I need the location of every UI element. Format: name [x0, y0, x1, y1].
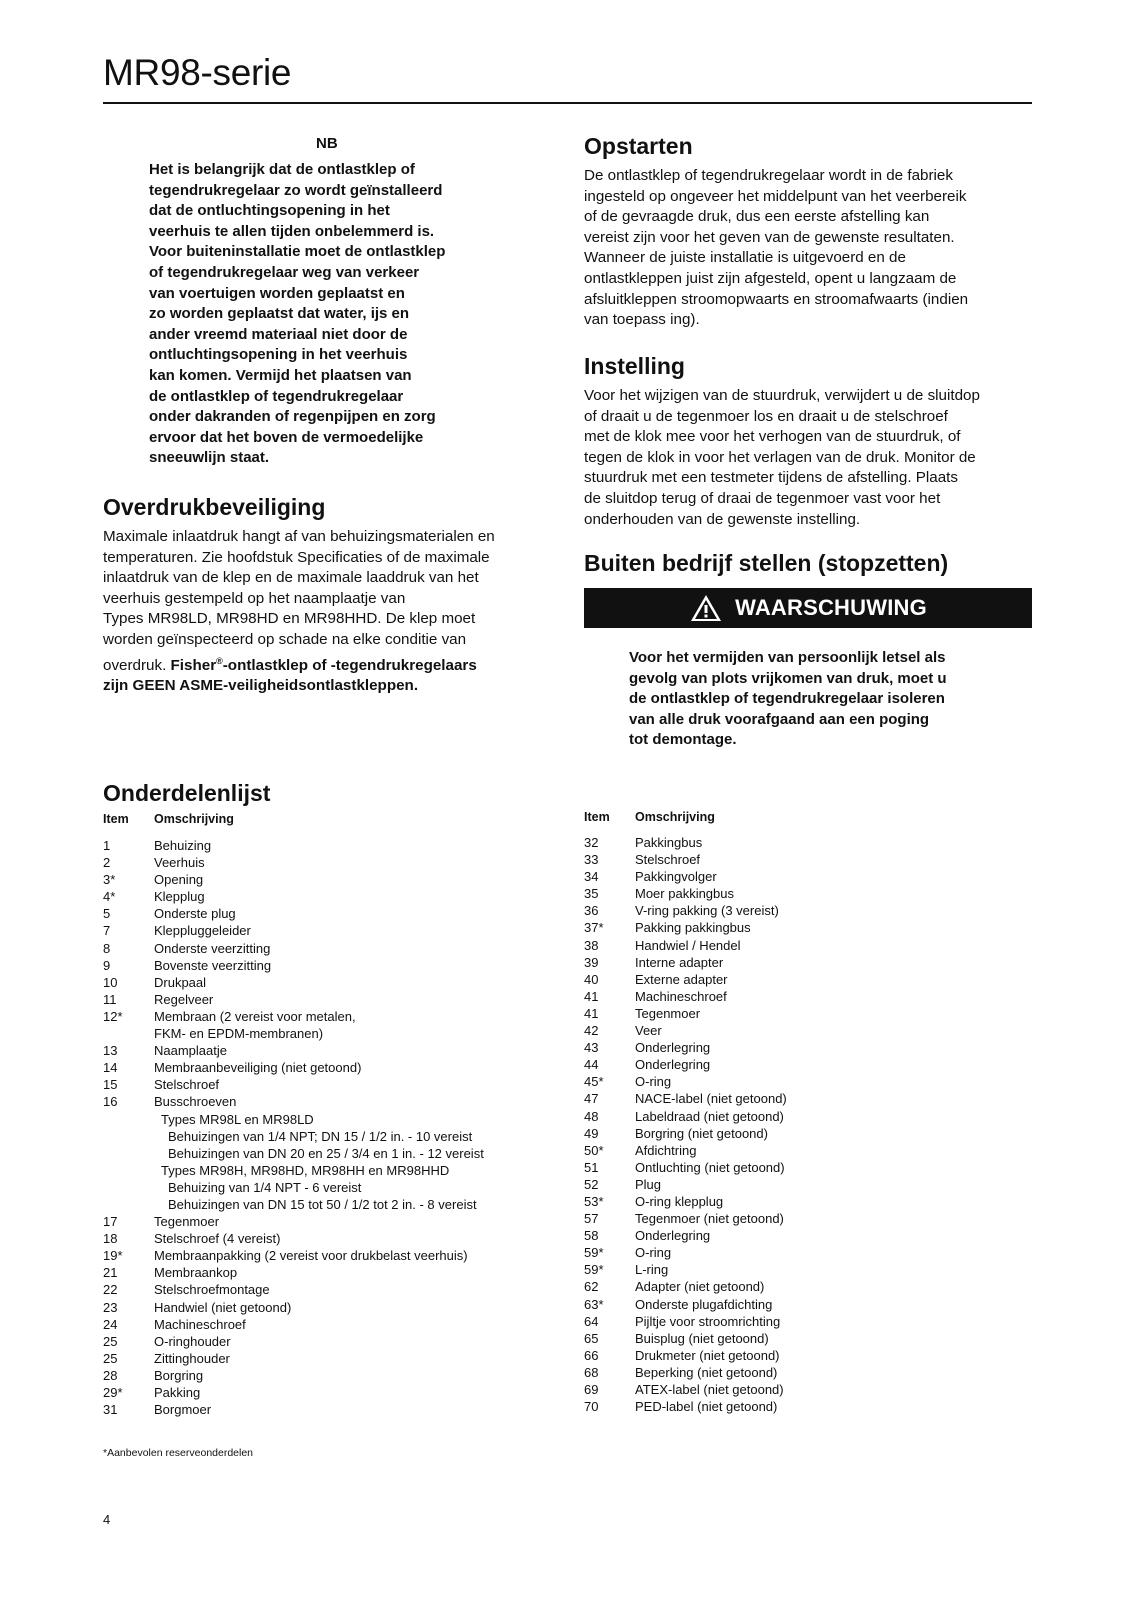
- part-item-number: 4*: [103, 889, 116, 905]
- overdruk-heading: Overdrukbeveiliging: [103, 494, 326, 520]
- col-item-header: Item: [103, 812, 129, 826]
- instelling-line: met de klok mee voor het verhogen van de stuurdruk, of: [584, 428, 961, 446]
- parts-row: [103, 1093, 563, 1110]
- parts-row: [103, 1111, 563, 1128]
- part-item-number: 53*: [584, 1193, 604, 1209]
- part-description: Behuizingen van DN 15 tot 50 / 1/2 tot 2 in. - 8 vereist: [168, 1196, 477, 1212]
- part-description: Kleppluggeleider: [154, 923, 251, 939]
- part-description: FKM- en EPDM-membranen): [154, 1026, 324, 1042]
- part-description: Handwiel / Hendel: [635, 937, 741, 953]
- warning-line: gevolg van plots vrijkomen van druk, moet u: [629, 669, 947, 687]
- part-item-number: 35: [584, 886, 599, 902]
- parts-row: [103, 991, 563, 1008]
- parts-row: [103, 1333, 563, 1350]
- col-desc-header: Omschrijving: [154, 812, 234, 826]
- part-item-number: 44: [584, 1057, 599, 1073]
- note-line: zo worden geplaatst dat water, ijs en: [149, 305, 410, 323]
- part-description: Tegenmoer: [635, 1005, 701, 1021]
- parts-row: [103, 871, 563, 888]
- parts-row: [103, 1401, 563, 1418]
- part-item-number: 59*: [584, 1245, 604, 1261]
- part-description: Regelveer: [154, 991, 214, 1007]
- part-description: Plug: [635, 1176, 662, 1192]
- page-title: MR98-serie: [103, 52, 292, 93]
- parts-row: [584, 1210, 1024, 1227]
- part-item-number: 19*: [103, 1248, 123, 1264]
- parts-row: [103, 1350, 563, 1367]
- parts-row: [103, 1367, 563, 1384]
- part-description: Membraanbeveiliging (niet getoond): [154, 1060, 362, 1076]
- part-item-number: 49: [584, 1125, 599, 1141]
- buiten-bedrijf-heading: Buiten bedrijf stellen (stopzetten): [584, 550, 949, 576]
- part-description: Pakking pakkingbus: [635, 920, 751, 936]
- note-line: veerhuis te allen tijden onbelemmerd is.: [149, 222, 435, 240]
- part-item-number: 12*: [103, 1008, 123, 1024]
- note-line: of tegendrukregelaar weg van verkeer: [149, 263, 420, 281]
- parts-row: [584, 1278, 1024, 1295]
- part-item-number: 3*: [103, 872, 116, 888]
- part-description: Machineschroef: [635, 988, 727, 1004]
- overdruk-line: Maximale inlaatdruk hangt af van behuizingsmaterialen en: [103, 528, 495, 545]
- parts-row: [103, 1264, 563, 1281]
- opstarten-line: of de gevraagde druk, dus een eerste afstelling kan: [584, 208, 930, 226]
- part-item-number: 62: [584, 1279, 599, 1295]
- parts-row: [584, 1108, 1024, 1125]
- part-description: Membraanpakking (2 vereist voor drukbelast veerhuis): [154, 1248, 468, 1264]
- overdruk-line: worden geïnspecteerd op schade na elke conditie van: [103, 630, 467, 648]
- parts-row: [103, 1213, 563, 1230]
- part-description: Busschroeven: [154, 1094, 237, 1110]
- part-description: Machineschroef: [154, 1316, 246, 1332]
- part-item-number: 17: [103, 1214, 118, 1230]
- parts-row: [103, 837, 563, 854]
- note-line: van voertuigen worden geplaatst en: [149, 284, 405, 302]
- warning-line: tot demontage.: [629, 731, 737, 749]
- note-line: tegendrukregelaar zo wordt geïnstalleerd: [149, 181, 443, 199]
- part-description: Behuizingen van DN 20 en 25 / 3/4 en 1 in. - 12 vereist: [168, 1145, 484, 1161]
- overdruk-bold-line: zijn GEEN ASME-veiligheidsontlastkleppen.: [103, 677, 419, 695]
- part-item-number: 7: [103, 923, 111, 939]
- part-description: Adapter (niet getoond): [635, 1279, 765, 1295]
- part-description: Behuizingen van 1/4 NPT; DN 15 / 1/2 in. - 10 vereist: [168, 1128, 473, 1144]
- registered-mark: ®: [216, 655, 223, 666]
- note-heading: NB: [316, 135, 338, 152]
- part-description: Tegenmoer (niet getoond): [635, 1211, 784, 1227]
- parts-row: [584, 1090, 1024, 1107]
- parts-row: [584, 1022, 1024, 1039]
- part-item-number: 39: [584, 954, 599, 970]
- instelling-heading: Instelling: [584, 353, 685, 379]
- part-item-number: 31: [103, 1402, 118, 1418]
- part-description: Ontluchting (niet getoond): [635, 1159, 785, 1175]
- warning-banner: [584, 588, 1032, 628]
- overdruk-line: inlaatdruk van de klep en de maximale laaddruk van het: [103, 569, 479, 587]
- parts-row: [584, 1193, 1024, 1210]
- parts-row: [103, 1025, 563, 1042]
- part-item-number: 11: [103, 991, 117, 1007]
- overdruk-bold-rest: -ontlastklep of -tegendrukregelaars: [222, 656, 477, 674]
- part-item-number: 37*: [584, 920, 604, 936]
- parts-row: [584, 885, 1024, 902]
- parts-row: [584, 919, 1024, 936]
- parts-row: [103, 1128, 563, 1145]
- parts-row: [103, 1008, 563, 1025]
- part-item-number: 5: [103, 906, 111, 922]
- part-description: Types MR98H, MR98HD, MR98HH en MR98HHD: [161, 1162, 450, 1178]
- page-number: 4: [103, 1512, 111, 1527]
- part-description: Klepplug: [154, 889, 205, 905]
- parts-row: [103, 1299, 563, 1316]
- parts-row: [103, 854, 563, 871]
- part-item-number: 24: [103, 1316, 118, 1332]
- parts-row: [584, 1039, 1024, 1056]
- parts-row: [584, 1056, 1024, 1073]
- note-line: ontluchtingsopening in het veerhuis: [149, 346, 408, 364]
- opstarten-line: vereist zijn voor het geven van de gewenste resultaten.: [584, 228, 955, 246]
- part-item-number: 34: [584, 869, 599, 885]
- warning-line: van alle druk voorafgaand aan een poging: [629, 710, 930, 728]
- parts-row: [584, 902, 1024, 919]
- parts-row: [103, 1042, 563, 1059]
- opstarten-line: ingesteld op ongeveer het middelpunt van het veerbereik: [584, 187, 967, 205]
- part-item-number: 2: [103, 855, 111, 871]
- instelling-line: stuurdruk met een testmeter tijdens de afstelling. Plaats: [584, 469, 958, 487]
- part-description: Naamplaatje: [154, 1043, 227, 1059]
- instelling-line: de sluitdop terug of draai de tegenmoer vast voor het: [584, 489, 941, 507]
- parts-row: [584, 988, 1024, 1005]
- opstarten-line: ontlastkleppen juist zijn afgesteld, opent u langzaam de: [584, 269, 957, 287]
- note-line: ervoor dat het boven de vermoedelijke: [149, 428, 424, 446]
- parts-row: [103, 922, 563, 939]
- part-item-number: 66: [584, 1347, 599, 1363]
- part-description: Labeldraad (niet getoond): [635, 1108, 784, 1124]
- warning-line: Voor het vermijden van persoonlijk letsel als: [629, 649, 946, 666]
- part-item-number: 25: [103, 1350, 118, 1366]
- parts-row: [584, 834, 1024, 851]
- parts-row: [584, 1244, 1024, 1261]
- parts-row: [584, 1381, 1024, 1398]
- part-item-number: 13: [103, 1043, 118, 1059]
- part-description: O-ring klepplug: [635, 1193, 724, 1209]
- parts-row: [584, 1261, 1024, 1278]
- note-line: de ontlastklep of tegendrukregelaar: [149, 387, 404, 405]
- part-item-number: 33: [584, 852, 599, 868]
- part-description: Pakkingvolger: [635, 869, 717, 885]
- part-description: Types MR98L en MR98LD: [161, 1111, 314, 1127]
- overdruk-line: Types MR98LD, MR98HD en MR98HHD. De klep moet: [103, 610, 476, 628]
- part-item-number: 43: [584, 1040, 599, 1056]
- instelling-line: of draait u de tegenmoer los en draait u de stelschroef: [584, 407, 948, 425]
- warning-body: [629, 648, 999, 751]
- part-description: Onderlegring: [635, 1057, 711, 1073]
- part-item-number: 57: [584, 1211, 599, 1227]
- parts-row: [103, 1076, 563, 1093]
- opstarten-line: Wanneer de juiste installatie is uitgevoerd en de: [584, 249, 906, 267]
- part-item-number: 50*: [584, 1142, 604, 1158]
- note-line: sneeuwlijn staat.: [149, 449, 270, 467]
- note-line: Voor buiteninstallatie moet de ontlastklep: [149, 243, 446, 261]
- part-description: Interne adapter: [635, 954, 724, 970]
- parts-row: [584, 868, 1024, 885]
- part-description: Onderste plug: [154, 906, 236, 922]
- part-description: Pakking: [154, 1385, 201, 1400]
- part-item-number: 10: [103, 974, 118, 990]
- part-item-number: 8: [103, 940, 111, 956]
- parts-row: [103, 1196, 563, 1213]
- note-body: [149, 160, 509, 469]
- part-description: Stelschroef (4 vereist): [154, 1231, 281, 1247]
- opstarten-line: De ontlastklep of tegendrukregelaar wordt in de fabriek: [584, 167, 953, 184]
- parts-row: [103, 1384, 563, 1401]
- part-item-number: 41: [584, 988, 599, 1004]
- parts-row: [584, 1142, 1024, 1159]
- part-item-number: 32: [584, 835, 599, 850]
- parts-row: [103, 1247, 563, 1264]
- note-line: dat de ontluchtingsopening in het: [149, 202, 390, 220]
- part-description: V-ring pakking (3 vereist): [635, 903, 779, 919]
- footnote: *Aanbevolen reserveonderdelen: [103, 1447, 254, 1459]
- part-description: L-ring: [635, 1262, 669, 1278]
- note-line: ander vreemd materiaal niet door de: [149, 325, 408, 343]
- part-description: Stelschroef: [154, 1077, 220, 1093]
- parts-row: [584, 1073, 1024, 1090]
- title-divider: [103, 102, 1032, 104]
- warning-label: WAARSCHUWING: [735, 595, 927, 620]
- note-line: onder dakranden of regenpijpen en zorg: [149, 408, 436, 426]
- instelling-paragraph: [584, 386, 1034, 530]
- col-desc-header: Omschrijving: [635, 810, 715, 824]
- part-description: Buisplug (niet getoond): [635, 1330, 769, 1346]
- overdruk-paragraph: [103, 527, 553, 697]
- part-description: Externe adapter: [635, 971, 728, 987]
- part-description: Onderste plugafdichting: [635, 1296, 773, 1312]
- parts-row: [584, 1227, 1024, 1244]
- part-description: Tegenmoer: [154, 1214, 220, 1230]
- part-description: Pakkingbus: [635, 835, 703, 850]
- opstarten-paragraph: [584, 166, 1034, 331]
- part-item-number: 65: [584, 1330, 599, 1346]
- overdruk-last-line-start: overdruk.: [103, 656, 171, 674]
- parts-row: [103, 957, 563, 974]
- part-item-number: 42: [584, 1023, 599, 1039]
- part-item-number: 59*: [584, 1262, 604, 1278]
- fisher-brand: Fisher: [170, 656, 217, 674]
- col-item-header: Item: [584, 810, 610, 824]
- part-description: Moer pakkingbus: [635, 886, 734, 902]
- part-description: Onderste veerzitting: [154, 940, 271, 956]
- parts-row: [103, 940, 563, 957]
- part-description: Veer: [635, 1023, 662, 1039]
- part-item-number: 41: [584, 1005, 599, 1021]
- part-item-number: 48: [584, 1108, 599, 1124]
- part-item-number: 45*: [584, 1074, 604, 1090]
- part-description: Membraankop: [154, 1265, 238, 1281]
- opstarten-line: afsluitkleppen stroomopwaarts en stroomafwaarts (indien: [584, 290, 969, 308]
- part-description: Membraan (2 vereist voor metalen,: [154, 1008, 356, 1024]
- note-line: Het is belangrijk dat de ontlastklep of: [149, 161, 415, 178]
- part-item-number: 28: [103, 1367, 118, 1383]
- parts-row: [584, 971, 1024, 988]
- part-item-number: 64: [584, 1313, 599, 1329]
- parts-list-left: [103, 837, 563, 1418]
- part-item-number: 47: [584, 1091, 599, 1107]
- part-description: Borgmoer: [154, 1402, 212, 1418]
- overdruk-line: temperaturen. Zie hoofdstuk Specificaties of de maximale: [103, 548, 490, 566]
- parts-row: [103, 1179, 563, 1196]
- part-description: Veerhuis: [154, 855, 205, 871]
- part-description: Afdichtring: [635, 1142, 697, 1158]
- instelling-line: Voor het wijzigen van de stuurdruk, verwijdert u de sluitdop: [584, 387, 980, 404]
- note-line: kan komen. Vermijd het plaatsen van: [149, 366, 412, 384]
- parts-row: [103, 1230, 563, 1247]
- part-description: PED-label (niet getoond): [635, 1399, 778, 1415]
- part-description: Beperking (niet getoond): [635, 1364, 778, 1380]
- part-item-number: 69: [584, 1382, 599, 1397]
- parts-row: [103, 1059, 563, 1076]
- instelling-line: onderhouden van de gewenste instelling.: [584, 510, 861, 528]
- parts-heading: Onderdelenlijst: [103, 780, 271, 806]
- parts-row: [103, 974, 563, 991]
- part-description: O-ringhouder: [154, 1333, 231, 1349]
- part-item-number: 29*: [103, 1385, 123, 1400]
- part-item-number: 23: [103, 1299, 118, 1315]
- part-item-number: 14: [103, 1060, 118, 1076]
- part-item-number: 38: [584, 937, 599, 953]
- part-description: Onderlegring: [635, 1228, 711, 1244]
- part-item-number: 22: [103, 1282, 118, 1298]
- part-description: Drukpaal: [154, 974, 207, 990]
- part-item-number: 36: [584, 903, 599, 919]
- parts-row: [584, 851, 1024, 868]
- part-item-number: 68: [584, 1364, 599, 1380]
- parts-row: [584, 1176, 1024, 1193]
- part-description: Behuizing van 1/4 NPT - 6 vereist: [168, 1179, 362, 1195]
- parts-row: [584, 1313, 1024, 1330]
- part-description: Borgring (niet getoond): [635, 1125, 768, 1141]
- part-item-number: 70: [584, 1399, 599, 1415]
- part-item-number: 15: [103, 1077, 118, 1093]
- parts-row: [584, 954, 1024, 971]
- part-description: Zittinghouder: [154, 1350, 230, 1366]
- part-description: Onderlegring: [635, 1040, 711, 1056]
- parts-row: [584, 1005, 1024, 1022]
- part-description: O-ring: [635, 1245, 672, 1261]
- parts-row: [584, 1125, 1024, 1142]
- part-description: Borgring: [154, 1367, 204, 1383]
- part-item-number: 9: [103, 957, 111, 973]
- part-description: ATEX-label (niet getoond): [635, 1382, 784, 1397]
- part-item-number: 63*: [584, 1296, 604, 1312]
- parts-row: [584, 1296, 1024, 1313]
- part-item-number: 18: [103, 1231, 118, 1247]
- parts-row: [103, 1162, 563, 1179]
- overdruk-line: veerhuis gestempeld op het naamplaatje van: [103, 589, 406, 607]
- parts-row: [584, 1398, 1024, 1415]
- parts-row: [103, 905, 563, 922]
- warning-triangle-icon: [689, 593, 723, 623]
- overdruk-lines: [103, 527, 553, 651]
- part-item-number: 16: [103, 1094, 118, 1110]
- part-description: O-ring: [635, 1074, 672, 1090]
- overdruk-last-line: [103, 651, 553, 677]
- part-description: Stelschroef: [635, 852, 701, 868]
- part-item-number: 40: [584, 971, 599, 987]
- parts-list-right: [584, 834, 1024, 1415]
- part-description: Opening: [154, 872, 204, 888]
- part-item-number: 25: [103, 1333, 118, 1349]
- parts-row: [584, 1330, 1024, 1347]
- parts-row: [584, 1364, 1024, 1381]
- parts-row: [103, 1316, 563, 1333]
- part-description: Bovenste veerzitting: [154, 957, 272, 973]
- part-description: Pijltje voor stroomrichting: [635, 1313, 781, 1329]
- opstarten-heading: Opstarten: [584, 133, 693, 159]
- parts-row: [584, 1347, 1024, 1364]
- parts-row: [103, 1145, 563, 1162]
- part-description: Behuizing: [154, 838, 212, 853]
- warning-line: de ontlastklep of tegendrukregelaar isoleren: [629, 690, 945, 708]
- parts-row: [103, 1281, 563, 1298]
- part-description: NACE-label (niet getoond): [635, 1091, 787, 1107]
- part-item-number: 51: [584, 1159, 599, 1175]
- part-item-number: 58: [584, 1228, 599, 1244]
- part-description: Handwiel (niet getoond): [154, 1299, 292, 1315]
- opstarten-line: van toepass ing).: [584, 311, 700, 329]
- parts-row: [584, 1159, 1024, 1176]
- part-description: Drukmeter (niet getoond): [635, 1347, 780, 1363]
- parts-row: [584, 937, 1024, 954]
- part-item-number: 21: [103, 1265, 118, 1281]
- part-item-number: 1: [103, 838, 111, 853]
- parts-row: [103, 888, 563, 905]
- instelling-line: tegen de klok in voor het verlagen van de druk. Monitor de: [584, 448, 976, 466]
- part-description: Stelschroefmontage: [154, 1282, 270, 1298]
- part-item-number: 52: [584, 1176, 599, 1192]
